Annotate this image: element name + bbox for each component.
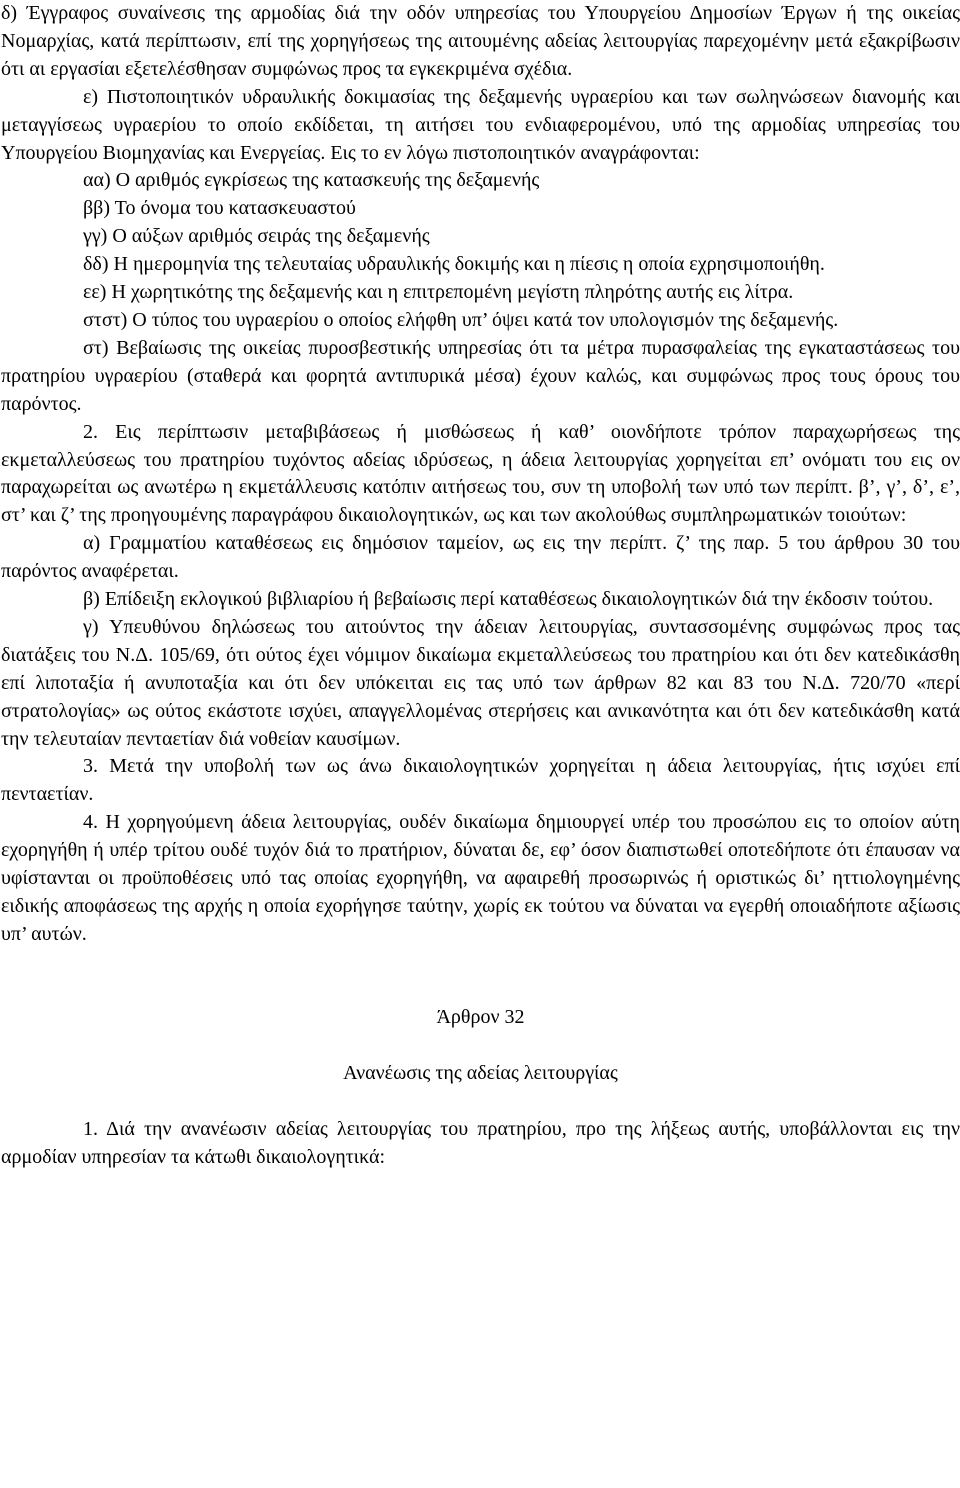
item-aa: αα) Ο αριθμός εγκρίσεως της κατασκευής της δεξαμενής — [83, 169, 540, 192]
paragraph-4: 4. Η χορηγούμενη άδεια λειτουργίας, ουδέν δικαίωμα δημιουργεί υπέρ του προσώπου εις το οποίον αύτη εχορηγήθη ή υπέρ τρίτου ουδέ τυχόν διά το πρατήριον, δύναται δε, εφ’ όσον διαπιστωθεί οποτεδήποτε ότι έπαυσαν να υφίστανται οι προϋποθέσεις υπό τας οποίας εχορηγήθη, να αφαιρεθή προσωρινώς ή οριστικώς δι’ ηττιολογημένης ειδικής αποφάσεως της αρχής η οποία εχορήγησε ταύτην, χωρίς εκ τούτου να δύναται να εγερθή οποιαδήποτε αξίωσις υπ’ αυτών. — [1, 811, 960, 945]
item-stst: στστ) Ο τύπος του υγραερίου ο οποίος ελήφθη υπ’ όψει κατά τον υπολογισμόν της δεξαμενής. — [83, 308, 839, 331]
paragraph-2: 2. Εις περίπτωσιν μεταβιβάσεως ή μισθώσεως ή καθ’ οιονδήποτε τρόπον παραχωρήσεως της εκμεταλλεύσεως του πρατηρίου τυχόντος αδείας ιδρύσεως, η άδεια λειτουργίας χορηγείται επ’ ονόματι του εις ον παραχωρείται ως ανωτέρω η εκμετάλλευσις κατόπιν αιτήσεως του, συν τη υποβολή των υπό των περίπτ. β’, γ’, δ’, ε’, στ’ και ζ’ της προηγουμένης παραγράφου δικαιολογητικών, ως και των ακολούθως συμπληρωματικών τοιούτων: — [1, 420, 960, 527]
item-g: γ) Υπευθύνου δηλώσεως του αιτούντος την άδειαν λειτουργίας, συντασσομένης συμφώνως προς τας διατάξεις του Ν.Δ. 105/69, ότι ούτος έχει νόμιμον δικαίωμα εκμεταλλεύσεως του πρατηρίου και ότι δεν κατεδικάσθη επί λιποταξία ή ανυποταξία και ότι δεν υπόκειται εις τας υπό των άρθρων 82 και 83 του Ν.Δ. 720/70 «περί στρατολογίας» ως ούτος εκάστοτε ισχύει, απαγγελλομένας στερήσεις και ανικανότητα και ότι δεν κατεδικάσθη κατά την τελευταίαν πενταετίαν διά νοθείαν καυσίμων. — [1, 615, 960, 750]
paragraph-3: 3. Μετά την υποβολή των ως άνω δικαιολογητικών χορηγείται η άδεια λειτουργίας, ήτις ισχύει επί πενταετίαν. — [1, 755, 960, 806]
paragraph-st: στ) Βεβαίωσις της οικείας πυροσβεστικής υπηρεσίας ότι τα μέτρα πυρασφαλείας της εγκαταστάσεως του πρατηρίου υγραερίου (σταθερά και φορητά αντιπυρικά μέσα) έχουν καλώς, και συμφώνως προς τους όρους του παρόντος. — [1, 336, 960, 415]
item-bb: ββ) Το όνομα του κατασκευαστού — [83, 197, 356, 220]
article-title: Ανανέωσις της αδείας λειτουργίας — [343, 1061, 618, 1084]
item-ee: εε) Η χωρητικότης της δεξαμενής και η επιτρεπομένη μεγίστη πληρότης αυτής εις λίτρα. — [83, 281, 794, 304]
item-a: α) Γραμματίου καταθέσεως εις δημόσιον ταμείον, ως εις την περίπτ. ζ’ της παρ. 5 του άρθρου 30 του παρόντος αναφέρεται. — [1, 532, 960, 583]
item-dd: δδ) Η ημερομηνία της τελευταίας υδραυλικής δοκιμής και η πίεσις η οποία εχρησιμοποιήθη. — [83, 253, 825, 276]
paragraph-delta: δ) Έγγραφος συναίνεσις της αρμοδίας διά την οδόν υπηρεσίας του Υπουργείου Δημοσίων Έργων ή της οικείας Νομαρχίας, κατά περίπτωσιν, επί της χορηγήσεως της αιτουμένης αδείας λειτουργίας παρεχομένην μετά εξακρίβωσιν ότι αι εργασίαι εξετελέσθησαν συμφώνως προς τα εγκεκριμένα σχέδια. — [1, 2, 960, 80]
item-b: β) Επίδειξη εκλογικού βιβλιαρίου ή βεβαίωσις περί καταθέσεως δικαιολογητικών διά την έκδοσιν τούτου. — [83, 588, 934, 611]
paragraph-epsilon: ε) Πιστοποιητικόν υδραυλικής δοκιμασίας της δεξαμενής υγραερίου και των σωληνώσεων διανομής και μεταγγίσεως υγραερίου το οποίο εκδίδεται, τη αιτήσει του ενδιαφερομένου, υπό της αρμοδίας υπηρεσίας του Υπουργείου Βιομηχανίας και Ενεργείας. Εις το εν λόγω πιστοποιητικόν αναγράφονται: — [1, 85, 960, 164]
paragraph-article32-1: 1. Διά την ανανέωσιν αδείας λειτουργίας του πρατηρίου, προ της λήξεως αυτής, υποβάλλονται εις την αρμοδίαν υπηρεσίαν τα κάτωθι δικαιολογητικά: — [1, 1117, 960, 1168]
article-heading: Άρθρον 32 — [436, 1005, 525, 1028]
item-gg: γγ) Ο αύξων αριθμός σειράς της δεξαμενής — [83, 225, 430, 248]
